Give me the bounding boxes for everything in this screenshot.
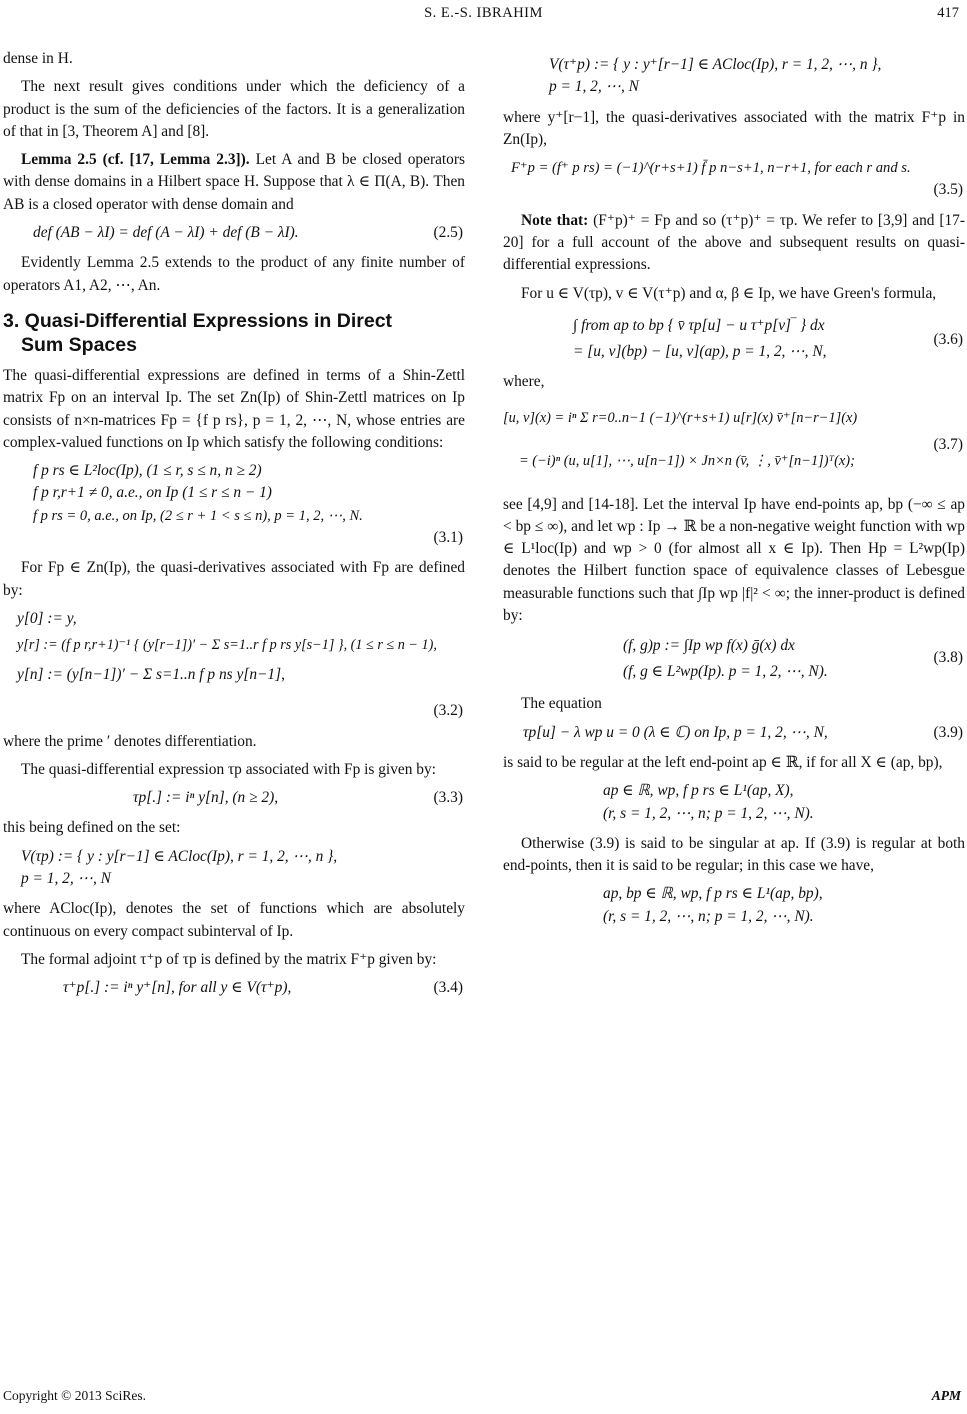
equation-line: def (AB − λI) = def (A − λI) + def (B − λI). [33,224,299,242]
paragraph: The next result gives conditions under which the deficiency of a product is the sum of the deficiencies of the factors. It is a generalization of that in [3, Theorem A] and [8]. [3,78,465,140]
equation-number: (3.7) [933,435,963,453]
paragraph: this being defined on the set: [3,819,181,837]
equation-regular-left [503,780,965,825]
equation-number: (3.9) [933,723,963,741]
equation-3-7 [503,400,965,486]
equation-line: τp[u] − λ wp u = 0 (λ ∈ ℂ) on Ip, p = 1, 2, ⋯, N, [523,723,828,741]
equation-line: (r, s = 1, 2, ⋯, n; p = 1, 2, ⋯, N). [603,907,814,925]
equation-2-5 [3,222,465,244]
equation-line: ∫ from ap to bp { v̄ τp[u] − u τ⁺p[v]‾ } dx [573,316,825,334]
equation-line: = [u, v](bp) − [u, v](ap), p = 1, 2, ⋯, N, [573,342,827,360]
equation-number: (3.5) [933,181,963,199]
note-paragraph [503,210,965,277]
paragraph: Otherwise (3.9) is said to be singular at ap. If (3.9) is regular at both end-points, then it is said to be regular; in this case we have, [503,834,965,875]
right-column [503,48,965,936]
equation-number: (3.8) [933,649,963,667]
equation-line: f p rs ∈ L²loc(Ip), (1 ≤ r, s ≤ n, n ≥ 2) [33,462,262,480]
paragraph: Evidently Lemma 2.5 extends to the product of any finite number of operators A1, A2, ⋯, An. [3,254,465,294]
equation-3-1 [3,460,465,549]
paragraph: where y⁺[r−1], the quasi-derivatives associated with the matrix F⁺p in Zn(Ip), [503,108,965,148]
equation-number: (3.2) [433,702,463,720]
paragraph: where ACloc(Ip), denotes the set of functions which are absolutely continuous on every compact subinterval of Ip. [3,900,465,940]
equation-line: f p rs = 0, a.e., on Ip, (2 ≤ r + 1 < s ≤ n), p = 1, 2, ⋯, N. [33,507,363,524]
equation-line: τp[.] := iⁿ y[n], (n ≥ 2), [133,789,279,807]
paragraph: is said to be regular at the left end-point ap ∈ ℝ, if for all X ∈ (ap, bp), [503,753,943,771]
paragraph: The quasi-differential expression τp associated with Fp is given by: [21,760,436,778]
equation-3-9 [503,722,965,744]
paragraph: where, [503,373,545,391]
equation-number: (3.6) [933,330,963,348]
paragraph: The quasi-differential expressions are defined in terms of a Shin-Zettl matrix Fp on an interval Ip. The set Zn(Ip) of Shin-Zettl matrices on Ip consists of n×n-matrices Fp = {f p rs}, p = 1, 2, ⋯, N, whose entries are complex-valued functions on Ip which satisfy the following conditions: [3,366,465,451]
equation-3-2 [3,608,465,723]
left-column [3,48,465,1008]
equation-3-5 [503,157,965,202]
equation-3-8 [503,633,965,685]
equation-line: ap ∈ ℝ, wp, f p rs ∈ L¹(ap, X), [603,782,794,800]
section-heading [3,309,465,357]
equation-line: = (−i)ⁿ (u, u[1], ⋯, u[n−1]) × Jn×n (v̄, ⋮, v̄⁺[n−1])ᵀ(x); [519,452,855,469]
paragraph: see [4,9] and [14-18]. Let the interval Ip have end-points ap, bp (−∞ ≤ ap < bp ≤ ∞), and let wp : Ip → ℝ be a non-negative weight function with wp ∈ L¹loc(Ip) and wp > 0 (for almost all x ∈ Ip). Then Hp = L²wp(Ip) denotes the Hilbert function space of equivalence classes of Lebesgue measurable functions such that ∫Ip wp |f|² < ∞; the inner-product is defined by: [503,495,965,625]
paragraph: For u ∈ V(τp), v ∈ V(τ⁺p) and α, β ∈ Ip, we have Green's formula, [521,284,937,302]
equation-domain [3,846,465,891]
equation-line: V(τ⁺p) := { y : y⁺[r−1] ∈ ACloc(Ip), r = 1, 2, ⋯, n }, [549,56,882,73]
equation-regular-both [503,883,965,928]
copyright-text: Copyright © 2013 SciRes. [3,1388,147,1403]
equation-number: (3.1) [433,529,463,547]
equation-number: (2.5) [433,224,463,242]
section-title-line: Sum Spaces [21,333,137,356]
paragraph: The equation [521,695,602,713]
note-text: (F⁺p)⁺ = Fp and so (τ⁺p)⁺ = τp. We refer to [3,9] and [17-20] for a full account of the above and subsequent results on quasi-differential expressions. [503,211,965,274]
equation-line: (r, s = 1, 2, ⋯, n; p = 1, 2, ⋯, N). [603,804,814,822]
page-footer [3,1388,965,1404]
equation-line: f p r,r+1 ≠ 0, a.e., on Ip (1 ≤ r ≤ n − 1) [33,484,272,502]
equation-line: V(τp) := { y : y[r−1] ∈ ACloc(Ip), r = 1, 2, ⋯, n }, [21,847,338,865]
equation-line: y[0] := y, [17,609,77,627]
equation-3-6 [503,311,965,363]
equation-line: ap, bp ∈ ℝ, wp, f p rs ∈ L¹(ap, bp), [603,885,823,903]
lemma-label: Lemma 2.5 (cf. [17, Lemma 2.3]). [21,151,250,169]
note-label: Note that: [521,211,589,229]
equation-line: y[n] := (y[n−1])′ − Σ s=1..n f p ns y[n−1], [17,666,285,684]
equation-number: (3.3) [433,789,463,807]
equation-number: (3.4) [433,979,463,997]
equation-line: [u, v](x) = iⁿ Σ r=0..n−1 (−1)^(r+s+1) u[r](x) v̄⁺[n−r−1](x) [503,409,858,426]
equation-line: F⁺p = (f⁺ p rs) = (−1)^(r+s+1) f̄ p n−s+1, n−r+1, for each r and s. [511,160,911,177]
equation-line: (f, g ∈ L²wp(Ip). p = 1, 2, ⋯, N). [623,663,828,681]
paragraph: For Fp ∈ Zn(Ip), the quasi-derivatives associated with Fp are defined by: [3,559,465,599]
section-title-line: 3. Quasi-Differential Expressions in Direct [3,309,393,332]
equation-adjoint-domain [503,54,965,99]
equation-line: (f, g)p := ∫Ip wp f(x) ḡ(x) dx [623,637,795,655]
running-author: S. E.-S. IBRAHIM [424,5,543,21]
paragraph: The formal adjoint τ⁺p of τp is defined by the matrix F⁺p given by: [21,950,437,968]
equation-line: y[r] := (f p r,r+1)⁻¹ { (y[r−1])′ − Σ s=1..r f p rs y[s−1] }, (1 ≤ r ≤ n − 1), [17,637,437,654]
paragraph: where the prime ′ denotes differentiation. [3,732,257,750]
page-header [0,0,967,30]
journal-abbreviation: APM [931,1388,961,1403]
equation-line: p = 1, 2, ⋯, N [21,870,111,888]
lemma-paragraph [3,149,465,216]
equation-3-3 [3,787,465,809]
lemma-text: Let A and B be closed operators with dense domains in a Hilbert space H. Suppose that λ ∈ Π(A, B). Then AB is a closed operator with dense domain and [3,151,465,213]
page-number: 417 [937,5,959,21]
equation-line: τ⁺p[.] := iⁿ y⁺[n], for all y ∈ V(τ⁺p), [63,979,292,997]
equation-line: p = 1, 2, ⋯, N [549,78,639,96]
paragraph: dense in H. [3,50,73,67]
equation-3-4 [3,977,465,999]
